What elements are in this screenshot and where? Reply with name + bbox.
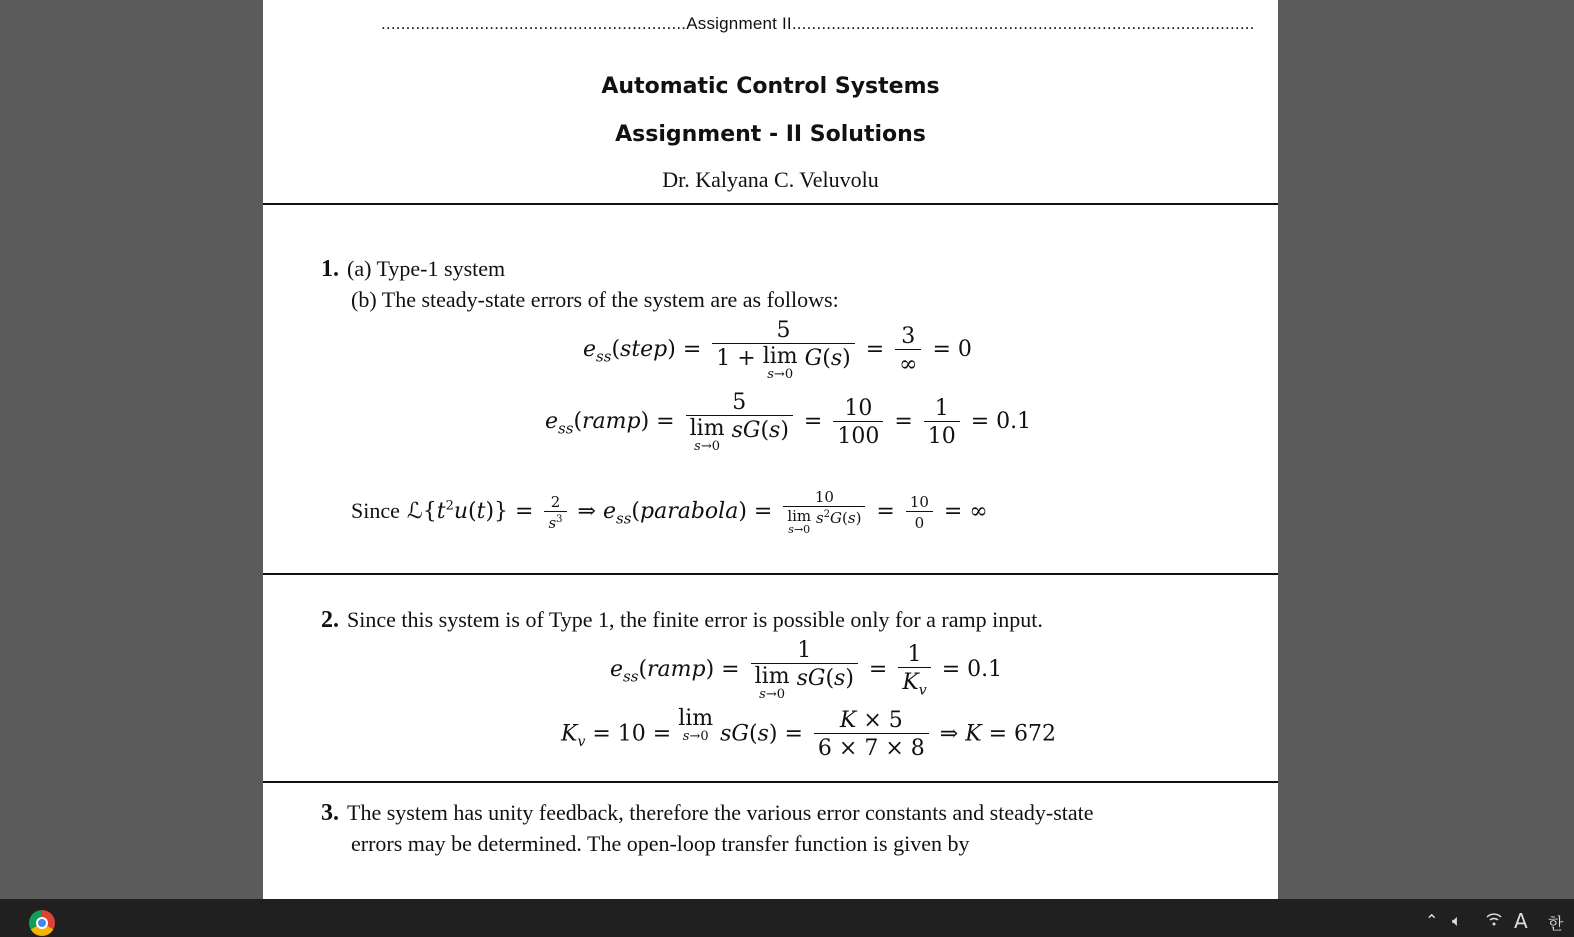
q2-text: Since this system is of Type 1, the finite error is possible only for a ramp input. xyxy=(347,607,1043,632)
section-divider xyxy=(263,781,1278,783)
chrome-icon[interactable] xyxy=(29,910,55,936)
q1-number: 1. xyxy=(321,256,339,282)
author-name: Dr. Kalyana C. Veluvolu xyxy=(662,167,879,192)
q3-line1: The system has unity feedback, therefore the various error constants and steady-state xyxy=(347,800,1094,825)
q1-part-a-text: (a) Type-1 system xyxy=(347,256,506,281)
running-header: ..............................................................Assignment II.............................................................................................. xyxy=(381,14,1255,33)
chevron-up-icon[interactable]: ⌃ xyxy=(1425,911,1439,930)
section-divider xyxy=(263,203,1278,205)
wifi-icon[interactable] xyxy=(1486,911,1502,931)
q2-number: 2. xyxy=(321,607,339,633)
document-subtitle: Assignment - II Solutions xyxy=(615,122,926,147)
ime-hangul-label[interactable]: 한 xyxy=(1548,914,1564,933)
document-page xyxy=(263,0,1278,899)
speaker-icon[interactable]: 🔈︎ xyxy=(1452,911,1462,930)
q3-line2: errors may be determined. The open-loop transfer function is given by xyxy=(351,831,970,856)
q3-number: 3. xyxy=(321,800,339,826)
q1-part-b: (b) The steady-state errors of the system are as follows: xyxy=(351,287,839,312)
equation-ess-step: $e_{ss}(step)$ = 5 1 + lim s→0 G(s) = $\frac{3}{\infty}$ = 0 xyxy=(583,318,972,382)
equation-q2-ess-ramp: $e_{ss}(ramp)$ = 1 lim s→0 sG(s) = $\frac{1}{K_v}$ = 0.1 xyxy=(610,638,1003,702)
since-label: Since xyxy=(351,498,400,524)
q3-statement xyxy=(321,800,1094,827)
document-title: Automatic Control Systems xyxy=(601,74,940,99)
taskbar xyxy=(0,899,1574,937)
ime-mode-label[interactable]: A xyxy=(1514,909,1528,933)
equation-ess-parabola: Since $ℒ\{t^2u(t)\}$ = $\frac{2}{s^3}$ ⇒ $e_{ss}(parabola)$ = 10 lim s→0 $s^2G(s)$ = $\frac{10}{0}$ = ∞ xyxy=(351,488,988,536)
q2-statement xyxy=(321,607,1043,634)
equation-kv: $K_v = 10 = \lim$ s→0 sG(s) = $\frac{K \times 5}{6 \times 7 \times 8}$ ⇒ K = 672 xyxy=(561,706,1057,761)
equation-ess-ramp: $e_{ss}(ramp)$ = 5 lim s→0 sG(s) = $\frac{10}{100}$ = $\frac{1}{10}$ = 0.1 xyxy=(545,390,1032,454)
q1-part-a xyxy=(321,256,505,283)
section-divider xyxy=(263,573,1278,575)
